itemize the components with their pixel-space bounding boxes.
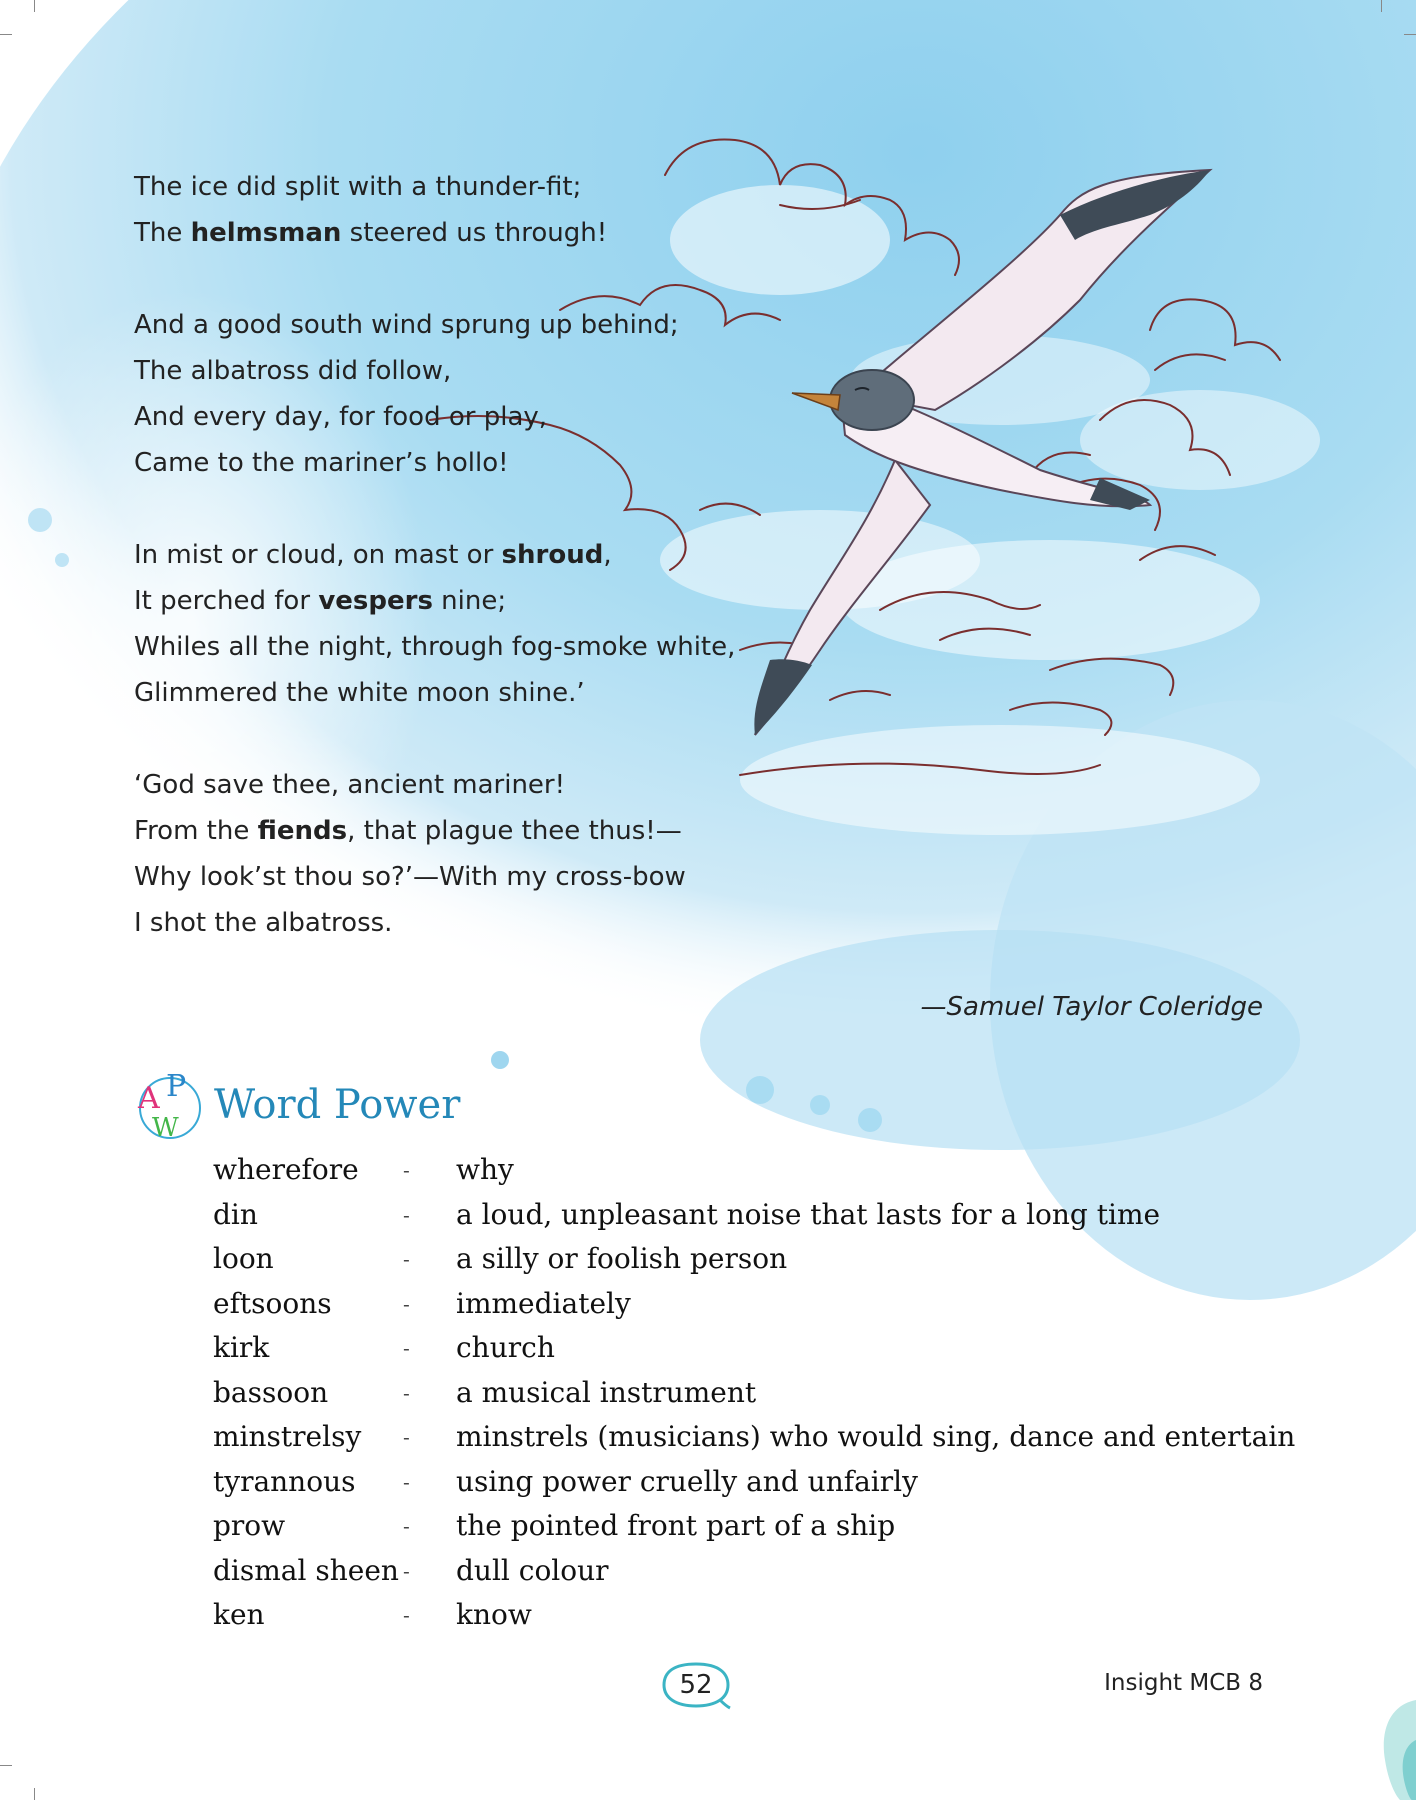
- glossary-separator: -: [403, 1336, 410, 1360]
- poem-line: I shot the albatross.: [134, 908, 393, 938]
- glossary-term: eftsoons: [213, 1286, 332, 1320]
- page-number: 52: [679, 1670, 713, 1700]
- poem-line: The ice did split with a thunder-fit;: [134, 172, 582, 202]
- crop-mark: [1381, 0, 1382, 12]
- glossary-term: loon: [213, 1242, 274, 1275]
- word-power-logo-icon: [132, 1068, 214, 1144]
- glossary-term: minstrelsy: [213, 1420, 362, 1453]
- logo-letter-p: P: [166, 1069, 187, 1104]
- poem-line: And a good south wind sprung up behind;: [134, 310, 679, 340]
- logo-letter-a: A: [138, 1081, 160, 1116]
- poem-line: Came to the mariner’s hollo!: [134, 448, 509, 478]
- poem-line: Whiles all the night, through fog-smoke white,: [134, 632, 736, 662]
- poem-stanza: [134, 164, 607, 256]
- poem-line: In mist or cloud, on mast or shroud,: [134, 540, 612, 570]
- poem-stanza: [134, 532, 735, 716]
- glossary-definition: using power cruelly and unfairly: [456, 1464, 918, 1498]
- poem-line: ‘God save thee, ancient mariner!: [134, 770, 566, 800]
- crop-mark: [34, 1788, 35, 1800]
- poem-stanza: [134, 762, 686, 946]
- glossary-separator: -: [403, 1425, 410, 1449]
- word-power-title: Word Power: [214, 1082, 461, 1128]
- crop-mark: [1404, 34, 1416, 35]
- glossary-keyword: fiends: [257, 816, 348, 846]
- glossary-definition: minstrels (musicians) who would sing, dance and entertain: [456, 1420, 1296, 1453]
- poem-stanza: [134, 302, 679, 486]
- glossary-definition: a loud, unpleasant noise that lasts for a long time: [456, 1197, 1161, 1231]
- glossary-term: dismal sheen: [213, 1553, 399, 1587]
- glossary-definition: why: [456, 1153, 514, 1186]
- glossary-definition: a silly or foolish person: [456, 1242, 788, 1275]
- glossary-keyword: vespers: [318, 586, 433, 616]
- glossary-separator: -: [403, 1558, 410, 1583]
- glossary-definition: church: [456, 1331, 555, 1364]
- crop-mark: [0, 1765, 12, 1766]
- poem-line: The albatross did follow,: [134, 356, 452, 386]
- glossary-definition: know: [456, 1598, 532, 1631]
- poem-author: —Samuel Taylor Coleridge: [920, 992, 1263, 1022]
- poem-line: Glimmered the white moon shine.’: [134, 678, 585, 708]
- glossary-definition: a musical instrument: [456, 1375, 757, 1409]
- glossary-term: ken: [213, 1598, 265, 1631]
- glossary-separator: -: [403, 1514, 410, 1538]
- poem-line: The helmsman steered us through!: [134, 218, 608, 248]
- glossary-definition: immediately: [456, 1286, 631, 1320]
- glossary-term: tyrannous: [213, 1464, 356, 1498]
- glossary-separator: -: [403, 1247, 410, 1271]
- glossary-term: bassoon: [213, 1375, 329, 1409]
- logo-letter-w: W: [152, 1113, 179, 1143]
- glossary-term: kirk: [213, 1331, 270, 1364]
- glossary-separator: -: [403, 1202, 410, 1227]
- glossary-keyword: helmsman: [190, 218, 342, 248]
- crop-mark: [0, 34, 12, 35]
- glossary-separator: -: [403, 1469, 410, 1494]
- poem-line: Why look’st thou so?’—With my cross-bow: [134, 862, 686, 892]
- glossary-separator: -: [403, 1380, 410, 1405]
- glossary-definition: the pointed front part of a ship: [456, 1509, 896, 1542]
- book-title: Insight MCB 8: [1104, 1670, 1263, 1696]
- poem-line: And every day, for food or play,: [134, 402, 548, 432]
- crop-mark: [34, 0, 35, 12]
- glossary-separator: -: [403, 1158, 410, 1182]
- poem-line: It perched for vespers nine;: [134, 586, 507, 616]
- glossary-term: din: [213, 1197, 258, 1231]
- glossary-term: wherefore: [213, 1153, 359, 1186]
- glossary-keyword: shroud: [501, 540, 604, 570]
- glossary-definition: dull colour: [456, 1553, 609, 1587]
- poem-line: From the fiends, that plague thee thus!—: [134, 816, 682, 846]
- glossary-separator: -: [403, 1291, 410, 1316]
- glossary-separator: -: [403, 1603, 410, 1627]
- glossary-term: prow: [213, 1509, 286, 1542]
